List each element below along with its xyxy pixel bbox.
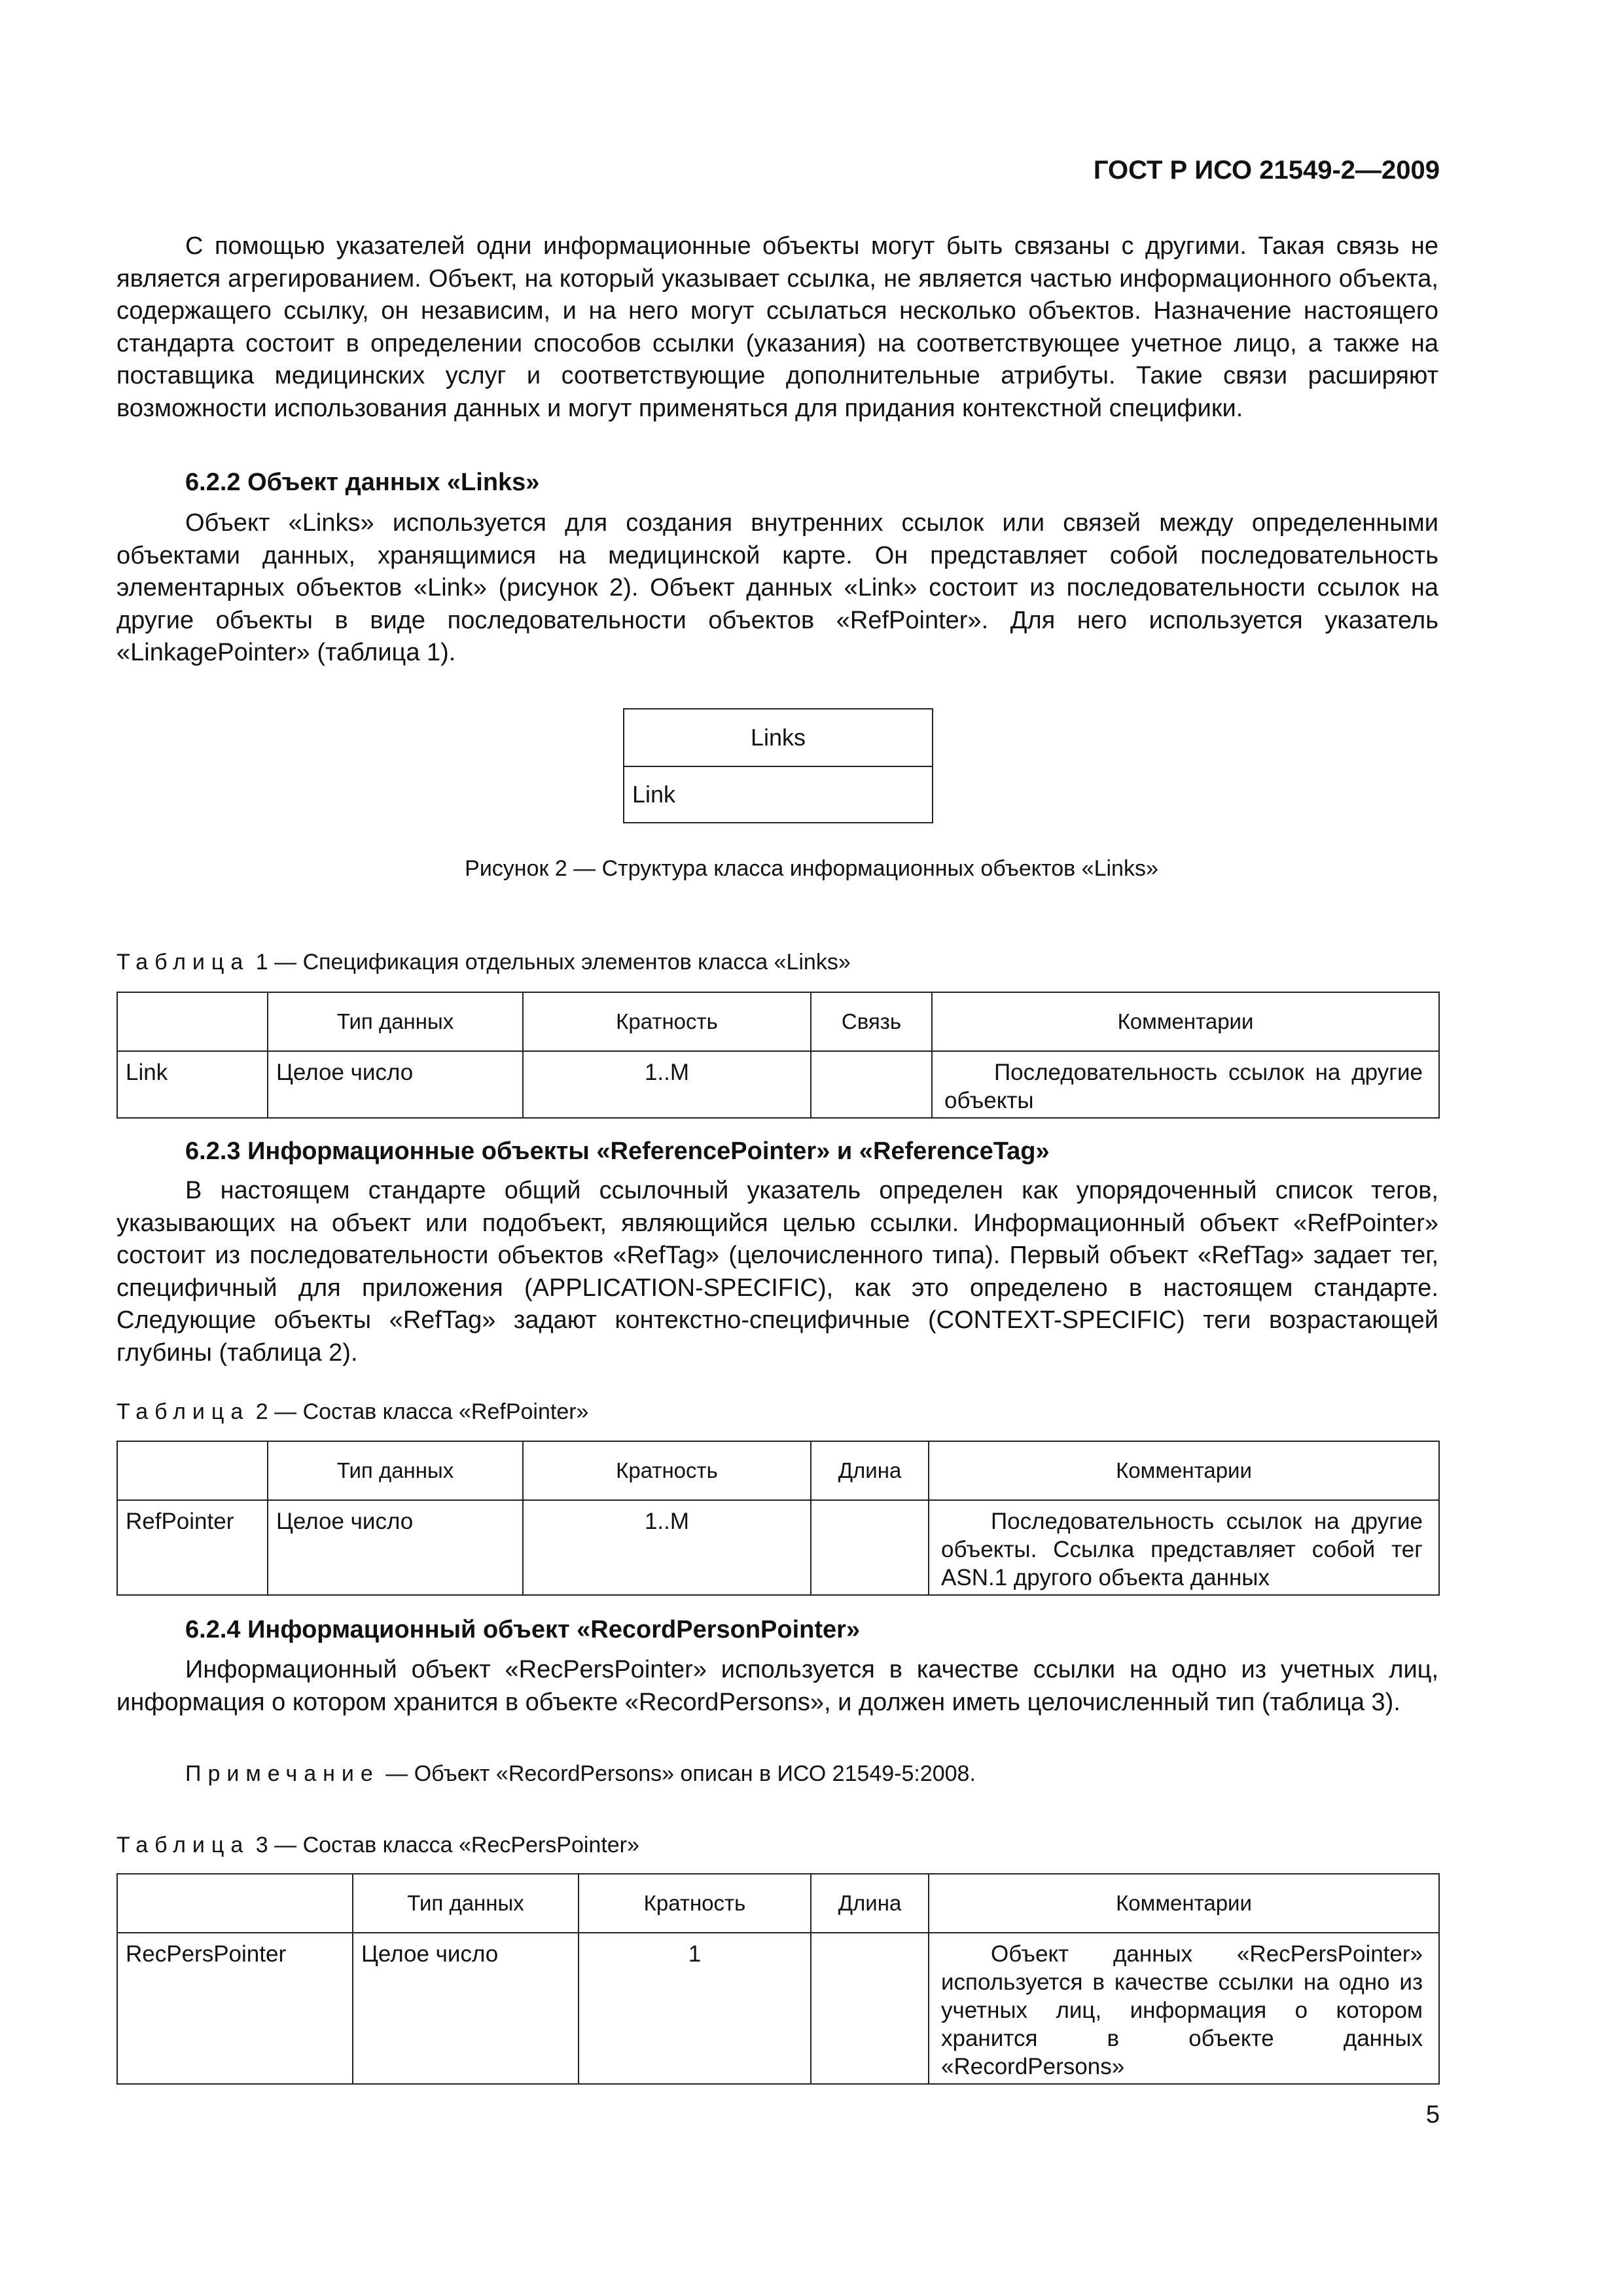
table-header-row	[117, 1441, 1439, 1500]
table-cell: Целое число	[268, 1500, 523, 1595]
table-2	[116, 1441, 1440, 1596]
table-cell: Целое число	[268, 1051, 523, 1118]
header-cell: Комментарии	[929, 1441, 1439, 1500]
page-number: 5	[1425, 2101, 1440, 2128]
figure-2-class-box	[623, 708, 933, 823]
table-3	[116, 1873, 1440, 2085]
header-cell: Кратность	[579, 1874, 811, 1933]
figure-2-caption: Рисунок 2 — Структура класса информационных объектов «Links»	[465, 856, 1158, 881]
header-cell	[117, 1874, 353, 1933]
table-cell: Последовательность ссылок на другие объекты	[932, 1051, 1439, 1118]
header-cell: Длина	[811, 1874, 929, 1933]
header-cell: Связь	[811, 992, 932, 1051]
header-cell: Кратность	[523, 1441, 811, 1500]
table-cell: RecPersPointer	[117, 1933, 353, 2084]
table-header-row	[117, 1874, 1439, 1933]
header-cell	[117, 1441, 268, 1500]
header-cell: Тип данных	[268, 992, 523, 1051]
table-cell: 1..M	[523, 1051, 811, 1118]
table-row	[117, 1051, 1439, 1118]
table-cell	[811, 1500, 929, 1595]
table-caption-text: 1 — Спецификация отдельных элементов класса «Links»	[255, 950, 851, 975]
header-cell: Кратность	[523, 992, 811, 1051]
table-3-caption	[116, 1831, 639, 1859]
paragraph-text: Информационный объект «RecPersPointer» используется в качестве ссылки на одно из учетных лиц, информация о котором хранится в объекте «RecordPersons», и должен иметь целочисленный тип (таблица 3).	[116, 1656, 1438, 1716]
table-row	[117, 1933, 1439, 2084]
section-6-2-4-title: 6.2.4 Информационный объект «RecordPersonPointer»	[185, 1616, 861, 1643]
table-cell	[811, 1051, 932, 1118]
note-text: — Объект «RecordPersons» описан в ИСО 21549-5:2008.	[385, 1761, 976, 1786]
table-cell	[811, 1933, 929, 2084]
header-cell: Тип данных	[353, 1874, 579, 1933]
table-1	[116, 992, 1440, 1119]
table-row	[117, 1500, 1439, 1595]
section-6-2-2-title: 6.2.2 Объект данных «Links»	[185, 469, 540, 496]
table-caption-text: 3 — Состав класса «RecPersPointer»	[255, 1833, 639, 1857]
table-label: Таблица	[116, 950, 250, 975]
table-cell: 1..M	[523, 1500, 811, 1595]
table-cell: Объект данных «RecPersPointer» используется в качестве ссылки на одно из учетных лиц, информация о котором хранится в объекте данных «RecordPersons»	[929, 1933, 1439, 2084]
paragraph-text: Объект «Links» используется для создания внутренних ссылок или связей между определенными объектами данных, хранящимися на медицинской карте. Он представляет собой последовательность элементарных объектов «Link» (рисунок 2). Объект данных «Link» состоит из последовательности ссылок на другие объекты в виде последовательности объектов «RefPointer». Для него используется указатель «LinkagePointer» (таблица 1).	[116, 509, 1438, 666]
intro-paragraph	[116, 230, 1438, 425]
paragraph-text: В настоящем стандарте общий ссылочный указатель определен как упорядоченный список тегов, указывающих на объект или подобъект, являющийся целью ссылки. Информационный объект «RefPointer» состоит из последовательности объектов «RefTag» (целочисленного типа). Первый объект «RefTag» задает тег, специфичный для приложения (APPLICATION-SPECIFIC), как это определено в настоящем стандарте. Следующие объекты «RefTag» задают контекстно-специфичные (CONTEXT-SPECIFIC) теги возрастающей глубины (таблица 2).	[116, 1177, 1438, 1367]
document-header: ГОСТ Р ИСО 21549-2—2009	[1093, 156, 1440, 185]
table-cell: RefPointer	[117, 1500, 268, 1595]
section-6-2-4-body	[116, 1654, 1438, 1719]
header-cell: Комментарии	[932, 992, 1439, 1051]
table-label: Таблица	[116, 1833, 250, 1857]
table-cell: Link	[117, 1051, 268, 1118]
section-6-2-3-title: 6.2.3 Информационные объекты «ReferencePointer» и «ReferenceTag»	[185, 1138, 1050, 1165]
note	[185, 1759, 976, 1788]
header-cell: Комментарии	[929, 1874, 1439, 1933]
table-2-caption	[116, 1397, 588, 1426]
note-label: Примечание	[185, 1761, 380, 1786]
header-cell: Тип данных	[268, 1441, 523, 1500]
header-cell: Длина	[811, 1441, 929, 1500]
paragraph-text: С помощью указателей одни информационные объекты могут быть связаны с другими. Такая связь не является агрегированием. Объект, на который указывает ссылка, не является частью информационного объекта, содержащего ссылку, он независим, и на него могут ссылаться несколько объектов. Назначение настоящего стандарта состоит в определении способов ссылки (указания) на соответствующее учетное лицо, а также на поставщика медицинских услуг и соответствующие дополнительные атрибуты. Такие связи расширяют возможности использования данных и могут применяться для придания контекстной специфики.	[116, 232, 1438, 422]
class-name: Links	[624, 709, 932, 767]
table-header-row	[117, 992, 1439, 1051]
class-attribute: Link	[632, 781, 676, 808]
table-caption-text: 2 — Состав класса «RefPointer»	[255, 1399, 589, 1424]
table-cell: Последовательность ссылок на другие объекты. Ссылка представляет собой тег ASN.1 другого объекта данных	[929, 1500, 1439, 1595]
table-1-caption	[116, 948, 851, 977]
table-cell: Целое число	[353, 1933, 579, 2084]
table-label: Таблица	[116, 1399, 250, 1424]
section-6-2-3-body	[116, 1175, 1438, 1369]
header-cell	[117, 992, 268, 1051]
table-cell: 1	[579, 1933, 811, 2084]
section-6-2-2-body	[116, 507, 1438, 670]
